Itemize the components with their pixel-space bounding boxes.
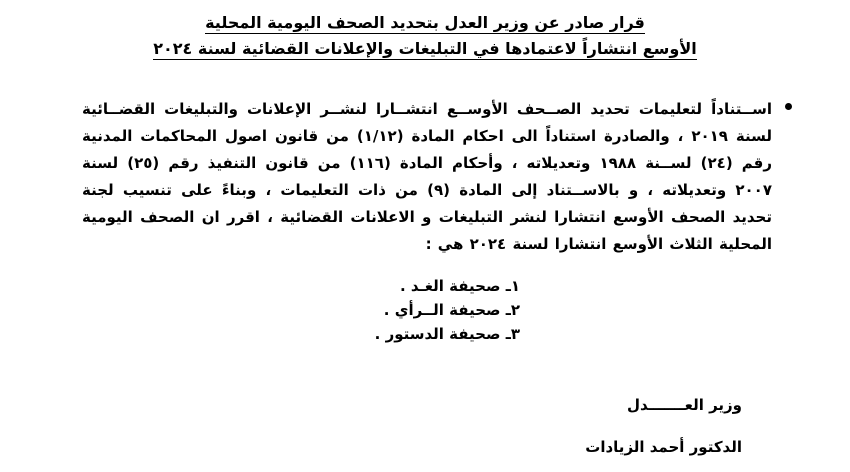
signatory-name: الدكتور أحمد الزيادات — [585, 438, 742, 456]
document-title — [0, 0, 850, 62]
title-line-2 — [0, 36, 850, 62]
title-line-1 — [0, 10, 850, 36]
title-line-2-text: الأوسع انتشاراً لاعتمادها في التبليغات والإعلانات القضائية لسنة ٢٠٢٤ — [153, 39, 697, 58]
bullet-point-icon — [785, 103, 792, 110]
newspaper-list — [0, 274, 850, 346]
signature-block — [0, 390, 850, 462]
list-item: ١ـ صحيفة الغـد . — [399, 277, 520, 295]
body-paragraph: اســتناداً لتعليمات تحديد الصــحف الأوســع انتشــارا لنشــر الإعلانات والتبليغات القضــائية لسنة ٢٠١٩ ، والصادرة استناداً الى احكام المادة (١/١٢) من قانون اصول المحاكمات المدنية رقم (٢٤) لســنة ١٩٨٨ وتعديلاته ، وأحكام المادة (١١٦) من قانون التنفيذ رقم (٢٥) لسنة ٢٠٠٧ وتعديلاته ، و بالاســتناد إلى المادة (٩) من ذات التعليمات ، وبناءً على تنسيب لجنة تحديد الصحف الأوسع انتشارا لنشر التبليغات و الاعلانات القضائية ، اقرر ان الصحف اليومية المحلية الثلاث الأوسع انتشارا لسنة ٢٠٢٤ هي : — [82, 100, 772, 253]
title-line-1-text: قرار صادر عن وزير العدل بتحديد الصحف اليومية المحلية — [205, 13, 645, 32]
body-section — [0, 96, 850, 258]
list-item: ٣ـ صحيفة الدستور . — [374, 325, 520, 343]
list-item: ٢ـ صحيفة الــرأي . — [383, 301, 520, 319]
signatory-title: وزير العـــــــدل — [627, 396, 742, 414]
